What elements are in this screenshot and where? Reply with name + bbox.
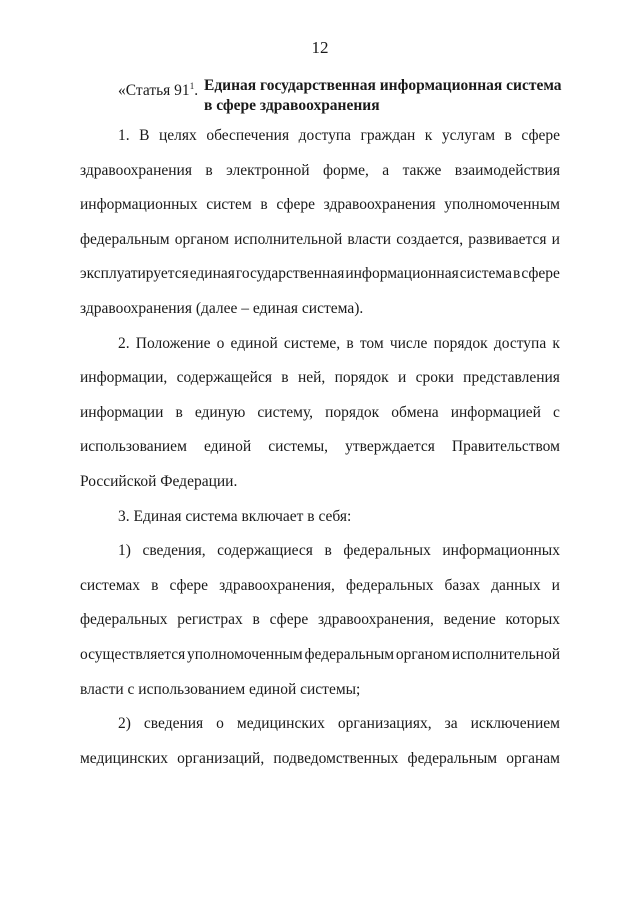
word: осуществляется xyxy=(80,645,186,663)
word: единую xyxy=(194,403,246,421)
word: федеральным xyxy=(80,230,170,248)
word: развивается xyxy=(468,230,547,248)
word: 1. xyxy=(118,127,130,144)
word: а xyxy=(382,161,390,179)
word: порядок xyxy=(433,334,488,352)
word: сфере xyxy=(521,127,560,144)
word: сведения xyxy=(143,715,204,733)
word: доступа xyxy=(298,127,351,144)
word: системах xyxy=(80,576,141,594)
word: медицинских xyxy=(236,715,325,733)
word: В xyxy=(139,127,150,144)
word: системы, xyxy=(268,438,329,456)
word: органом xyxy=(174,230,229,248)
word: представления xyxy=(463,369,560,387)
word: обеспечения xyxy=(206,127,290,144)
text-line: власти с использованием единой системы; xyxy=(80,680,361,698)
word: за xyxy=(444,715,458,733)
text-line xyxy=(80,361,560,396)
word: федеральных xyxy=(345,576,434,594)
word: сфере xyxy=(169,576,209,594)
word: в xyxy=(281,369,289,387)
text-line xyxy=(80,154,560,189)
word: федеральных xyxy=(80,611,168,629)
word: взаимодействия xyxy=(454,161,560,179)
text-line: здравоохранения (далее – единая система). xyxy=(80,299,364,317)
word: базах xyxy=(444,576,481,594)
paragraph xyxy=(80,500,560,535)
text-line: 3. Единая система включает в себя: xyxy=(118,507,352,525)
word: также xyxy=(402,161,442,179)
word: о xyxy=(216,334,225,352)
text-line xyxy=(80,257,560,292)
word: информационных xyxy=(80,196,198,214)
page-number: 12 xyxy=(311,38,329,57)
word: федеральным xyxy=(407,749,498,767)
word: услугам xyxy=(441,127,496,144)
word: содержащиеся xyxy=(217,542,313,560)
article-body xyxy=(80,119,560,776)
word: содержащейся xyxy=(176,369,272,387)
word: в xyxy=(346,334,354,352)
article-label xyxy=(118,76,204,99)
word: исполнительной xyxy=(451,645,560,663)
word: в xyxy=(504,127,512,144)
text-line xyxy=(80,638,560,673)
word: и xyxy=(551,230,560,248)
word: с xyxy=(553,403,560,421)
word: ведение xyxy=(443,611,496,629)
word: регистрах xyxy=(177,611,243,629)
word: уполномоченным xyxy=(444,196,560,214)
word: подведомственных xyxy=(273,749,399,767)
article-prefix: «Статья 91 xyxy=(118,82,190,99)
word: сроки xyxy=(415,369,454,387)
paragraph xyxy=(80,534,560,707)
article-title-line-1: Единая государственная информационная система xyxy=(204,77,562,94)
word: эксплуатируется xyxy=(80,265,189,283)
word: здравоохранения xyxy=(323,196,436,214)
word: здравоохранения, xyxy=(219,576,335,594)
word: в xyxy=(260,196,268,214)
word: информации xyxy=(80,403,164,421)
word: в xyxy=(151,576,159,594)
text-line xyxy=(80,707,560,742)
word: порядок xyxy=(325,403,380,421)
article-heading xyxy=(118,76,568,116)
text-line xyxy=(80,396,560,431)
word: 2) xyxy=(118,715,131,733)
word: к xyxy=(424,127,433,144)
word: Положение xyxy=(135,334,211,352)
word: и xyxy=(398,369,407,387)
word: организациях, xyxy=(337,715,432,733)
text-line xyxy=(80,119,560,154)
word: информационных xyxy=(442,542,560,560)
word: единая xyxy=(189,265,235,283)
word: единой xyxy=(203,438,252,456)
article-dot: . xyxy=(194,82,199,99)
text-line xyxy=(80,603,560,638)
word: Правительством xyxy=(451,438,560,456)
text-line xyxy=(80,430,560,465)
word: сфере xyxy=(276,196,315,214)
word: органом xyxy=(395,645,451,663)
word: числе xyxy=(389,334,428,352)
word: власти xyxy=(347,230,392,248)
word: о xyxy=(216,715,224,733)
word: системе, xyxy=(283,334,341,352)
word: электронной xyxy=(226,161,310,179)
word: медицинских xyxy=(80,749,169,767)
word: систем xyxy=(206,196,252,214)
word: здравоохранения xyxy=(80,161,192,179)
word: система xyxy=(459,265,513,283)
paragraph xyxy=(80,119,560,327)
word: создается, xyxy=(396,230,464,248)
word: доступа xyxy=(493,334,547,352)
text-line xyxy=(80,327,560,362)
word: и xyxy=(551,576,560,594)
word: информацией xyxy=(450,403,541,421)
word: том xyxy=(359,334,384,352)
word: органам xyxy=(506,749,560,767)
text-line xyxy=(80,742,560,777)
word: информационная xyxy=(345,265,459,283)
text-line xyxy=(80,569,560,604)
word: здравоохранения, xyxy=(317,611,434,629)
word: информации, xyxy=(80,369,168,387)
paragraph xyxy=(80,707,560,776)
word: в xyxy=(513,265,521,283)
word: исключением xyxy=(470,715,560,733)
word: форме, xyxy=(322,161,369,179)
word: федеральных xyxy=(343,542,431,560)
word: 1) xyxy=(118,542,131,560)
word: в xyxy=(205,161,213,179)
word: которых xyxy=(505,611,560,629)
word: утверждается xyxy=(345,438,435,456)
text-line: Российской Федерации. xyxy=(80,472,238,490)
article-superscript: 1 xyxy=(189,81,195,91)
word: уполномоченным xyxy=(187,645,303,663)
word: в xyxy=(175,403,183,421)
word: систему, xyxy=(257,403,314,421)
text-line xyxy=(80,534,560,569)
word: сфере xyxy=(269,611,309,629)
word: исполнительной xyxy=(234,230,343,248)
word: организаций, xyxy=(177,749,265,767)
word: государственная xyxy=(235,265,345,283)
text-line xyxy=(80,188,560,223)
word: граждан xyxy=(360,127,416,144)
word: в xyxy=(252,611,260,629)
word: единой xyxy=(230,334,278,352)
word: сфере xyxy=(521,265,560,283)
paragraph xyxy=(80,327,560,500)
word: сведения, xyxy=(142,542,206,560)
word: 2. xyxy=(118,334,130,352)
word: федеральным xyxy=(304,645,395,663)
word: данных xyxy=(491,576,541,594)
word: порядок xyxy=(334,369,389,387)
word: использованием xyxy=(80,438,187,456)
word: ней, xyxy=(297,369,326,387)
article-title-line-2: в сфере здравоохранения xyxy=(204,97,380,114)
word: обмена xyxy=(391,403,439,421)
word: к xyxy=(552,334,560,352)
word: в xyxy=(324,542,332,560)
text-line xyxy=(80,223,560,258)
word: целях xyxy=(159,127,197,144)
